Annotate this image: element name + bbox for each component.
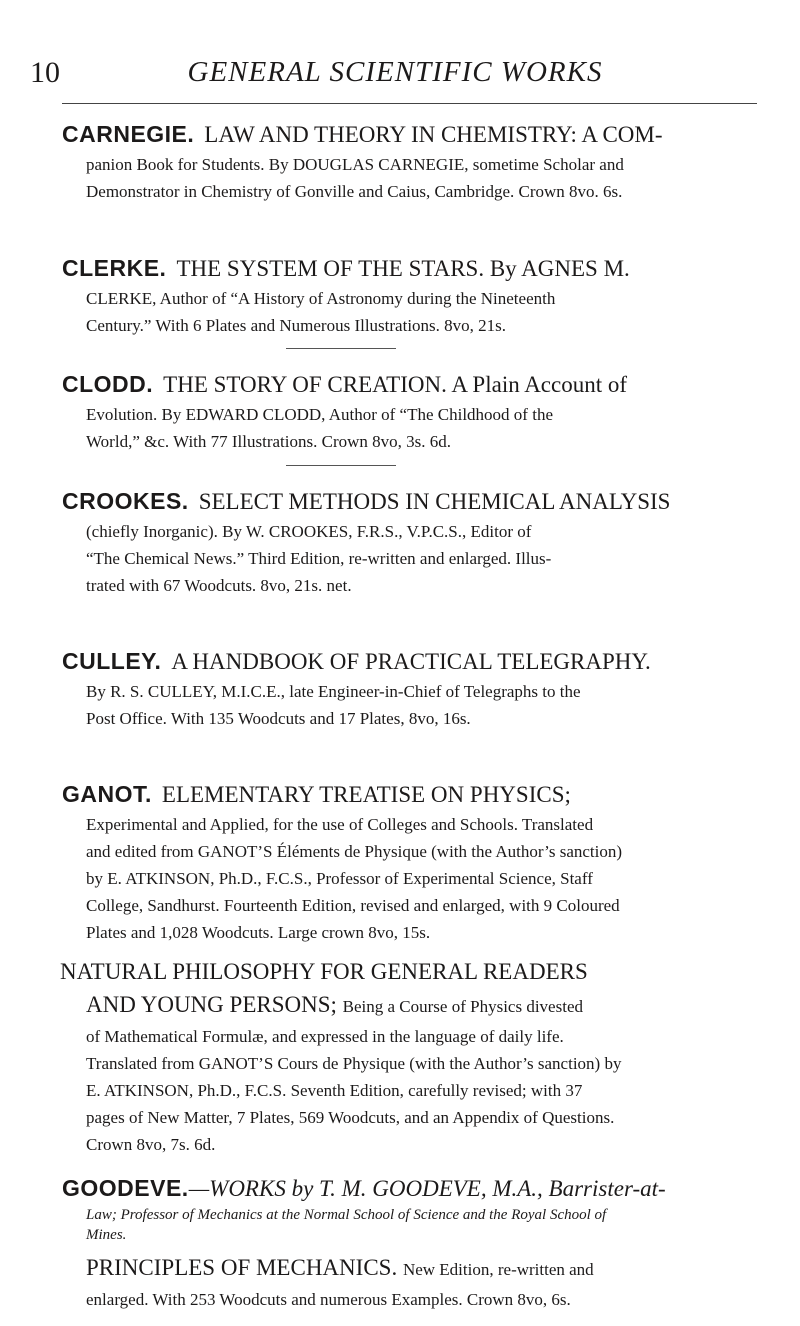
entry-description xyxy=(86,518,762,599)
entry-line: of Mathematical Formulæ, and expressed in the language of daily life. xyxy=(86,1027,564,1046)
entry-title-rest: New Edition, re-written and xyxy=(402,1260,594,1279)
entry-line: World,” &c. With 77 Illustrations. Crown 8vo, 3s. 6d. xyxy=(86,432,451,451)
entry-line: by E. ATKINSON, Ph.D., F.C.S., Professor of Experimental Science, Staff xyxy=(86,869,593,888)
entry-description xyxy=(86,678,762,732)
entry-author: GANOT. xyxy=(62,781,152,807)
running-title: GENERAL SCIENTIFIC WORKS xyxy=(187,56,603,88)
entry-line: CLERKE, Author of “A History of Astronomy during the Nineteenth xyxy=(86,289,556,308)
entry-line: Post Office. With 135 Woodcuts and 17 Plates, 8vo, 16s. xyxy=(86,709,471,728)
entry-line: enlarged. With 253 Woodcuts and numerous Examples. Crown 8vo, 6s. xyxy=(86,1290,571,1309)
entry-title: THE STORY OF CREATION. A Plain Account of xyxy=(163,372,628,397)
entry-heading: —WORKS by T. M. GOODEVE, M.A., Barrister-at- xyxy=(188,1176,666,1201)
header-rule xyxy=(62,103,757,104)
page-header xyxy=(30,56,760,96)
entry-line: and edited from GANOT’S Éléments de Physique (with the Author’s sanction) xyxy=(86,842,623,861)
entry-author: CLERKE. xyxy=(62,255,167,281)
entry-line: trated with 67 Woodcuts. 8vo, 21s. net. xyxy=(86,576,352,595)
entry-description xyxy=(86,401,762,455)
entry-line: Mines. xyxy=(86,1227,127,1243)
entry-subheading xyxy=(86,1205,762,1245)
entry-crookes xyxy=(62,485,762,599)
entry-natural-philosophy xyxy=(62,955,762,1158)
entry-author: CARNEGIE. xyxy=(62,121,195,147)
entry-line: pages of New Matter, 7 Plates, 569 Woodcuts, and an Appendix of Questions. xyxy=(86,1108,615,1127)
entry-line: Translated from GANOT’S Cours de Physique (with the Author’s sanction) by xyxy=(86,1054,622,1073)
entry-line: (chiefly Inorganic). By W. CROOKES, F.R.S., V.P.C.S., Editor of xyxy=(86,522,532,541)
entry-author: CLODD. xyxy=(62,371,154,397)
entry-description xyxy=(86,151,762,205)
entry-line: Plates and 1,028 Woodcuts. Large crown 8vo, 15s. xyxy=(86,923,431,942)
entry-description xyxy=(86,1023,762,1158)
entry-culley xyxy=(62,645,762,732)
entry-description xyxy=(86,1286,762,1313)
entry-line: Evolution. By EDWARD CLODD, Author of “The Childhood of the xyxy=(86,405,553,424)
entry-title: A HANDBOOK OF PRACTICAL TELEGRAPHY. xyxy=(171,649,651,674)
entry-title: ELEMENTARY TREATISE ON PHYSICS; xyxy=(161,782,571,807)
entry-author: CROOKES. xyxy=(62,488,189,514)
entry-line: By R. S. CULLEY, M.I.C.E., late Engineer-in-Chief of Telegraphs to the xyxy=(86,682,581,701)
entry-author: CULLEY. xyxy=(62,648,162,674)
page-number: 10 xyxy=(30,56,60,89)
entry-line: E. ATKINSON, Ph.D., F.C.S. Seventh Edition, carefully revised; with 37 xyxy=(86,1081,583,1100)
entry-title: NATURAL PHILOSOPHY FOR GENERAL READERS xyxy=(60,959,588,984)
entry-goodeve xyxy=(62,1172,762,1313)
entry-line: panion Book for Students. By DOUGLAS CARNEGIE, sometime Scholar and xyxy=(86,155,624,174)
entry-title: LAW AND THEORY IN CHEMISTRY: A COM- xyxy=(204,122,663,147)
entry-carnegie xyxy=(62,118,762,205)
entry-clerke xyxy=(62,252,762,339)
entry-line: Crown 8vo, 7s. 6d. xyxy=(86,1135,216,1154)
entry-title-continued: AND YOUNG PERSONS; xyxy=(86,992,337,1017)
entry-line: “The Chemical News.” Third Edition, re-written and enlarged. Illus- xyxy=(86,549,552,568)
entry-subtitle: Being a Course of Physics divested xyxy=(342,997,583,1016)
entry-author: GOODEVE. xyxy=(62,1175,189,1201)
entry-clodd xyxy=(62,368,762,455)
entry-title: THE SYSTEM OF THE STARS. By AGNES M. xyxy=(176,256,630,281)
entry-line: Demonstrator in Chemistry of Gonville and Caius, Cambridge. Crown 8vo. 6s. xyxy=(86,182,623,201)
entry-description xyxy=(86,811,762,946)
entry-description xyxy=(86,285,762,339)
entry-line: Law; Professor of Mechanics at the Normal School of Science and the Royal School of xyxy=(86,1207,607,1223)
entry-ganot xyxy=(62,778,762,946)
entry-line: College, Sandhurst. Fourteenth Edition, revised and enlarged, with 9 Coloured xyxy=(86,896,620,915)
entry-title: SELECT METHODS IN CHEMICAL ANALYSIS xyxy=(198,489,671,514)
separator-rule xyxy=(286,465,396,466)
entry-title: PRINCIPLES OF MECHANICS. xyxy=(86,1255,398,1280)
entry-line: Century.” With 6 Plates and Numerous Illustrations. 8vo, 21s. xyxy=(86,316,507,335)
separator-rule xyxy=(286,348,396,349)
entry-line: Experimental and Applied, for the use of Colleges and Schools. Translated xyxy=(86,815,594,834)
